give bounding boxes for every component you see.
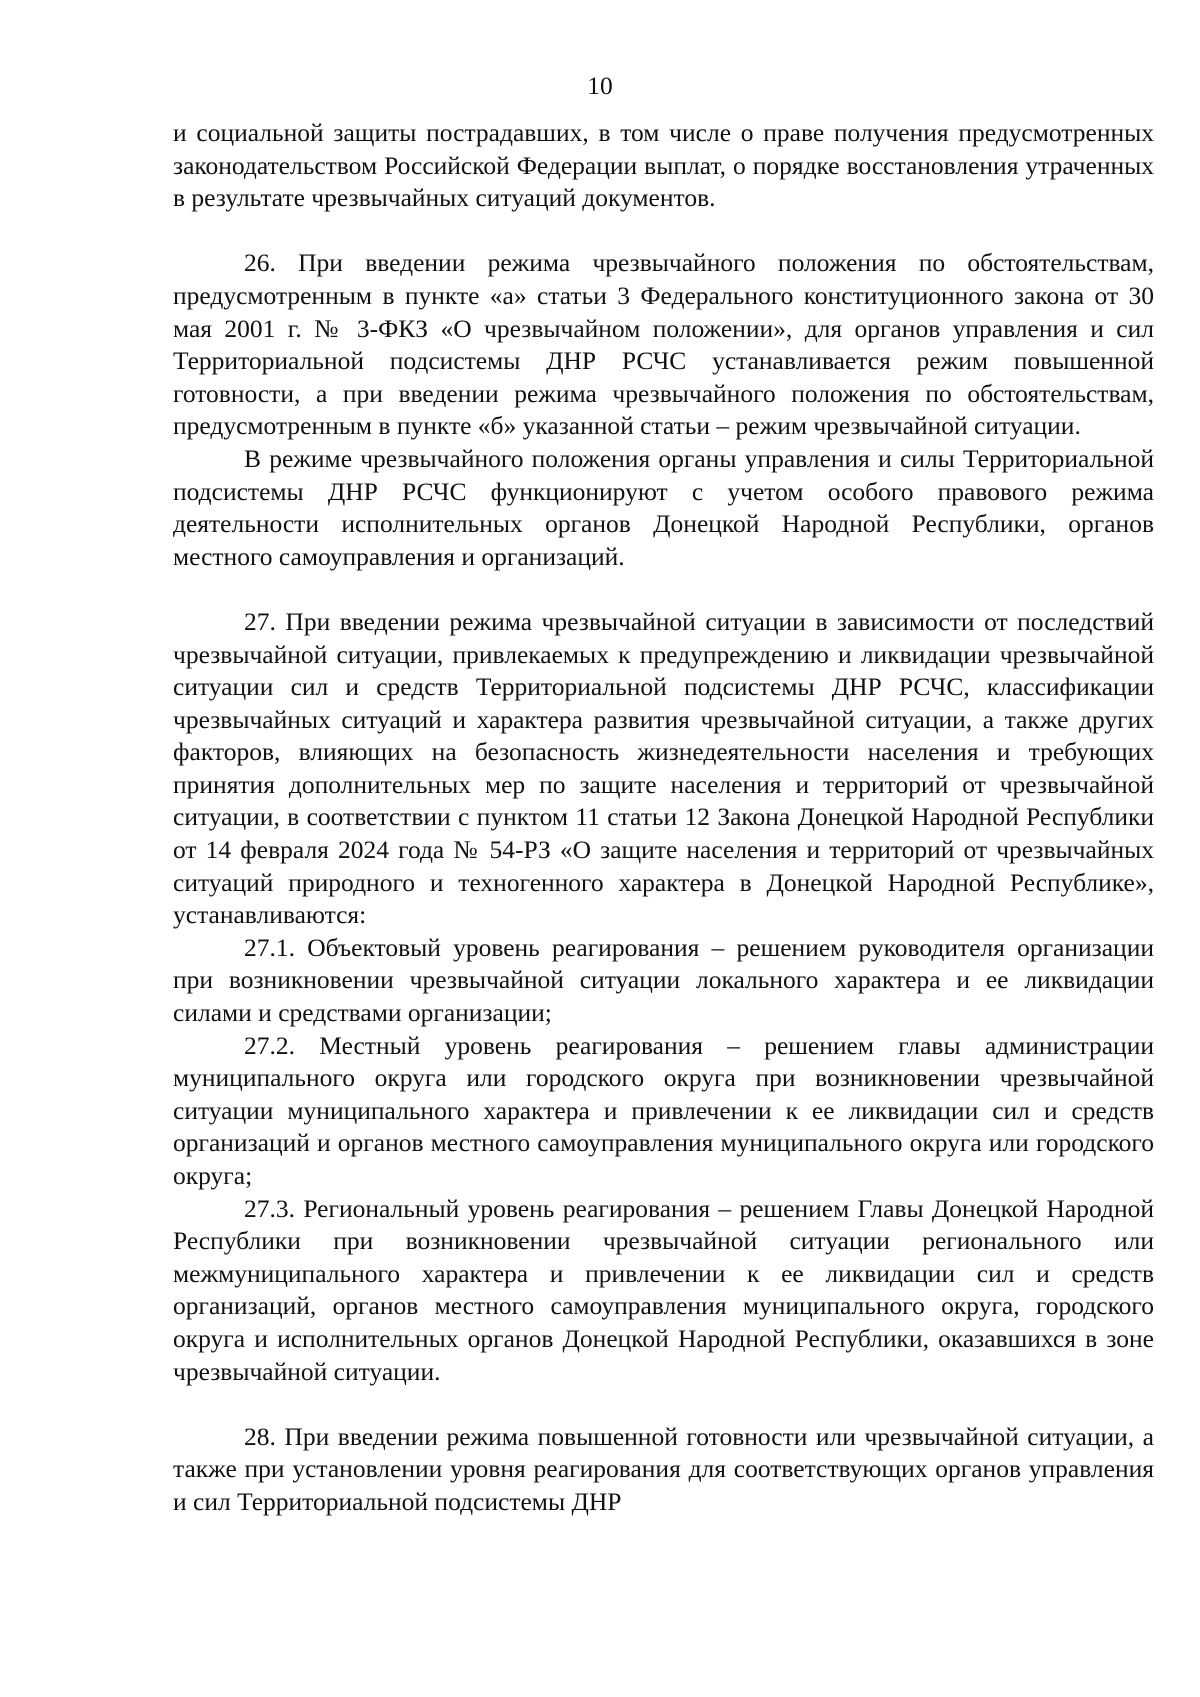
page-number: 10 [587, 71, 613, 100]
paragraph-27-2: 27.2. Местный уровень реагирования – решением главы администрации муниципального округа или городского округа при возникновении чрезвычайной ситуации муниципального характера и привлечении к ее ликвидации сил и средств организаций и органов местного самоуправления муниципального округа или городского округа; [173, 1030, 1154, 1190]
paragraph-27-3: 27.3. Региональный уровень реагирования – решением Главы Донецкой Народной Республики при возникновении чрезвычайной ситуации регионального или межмуниципального характера и привлечении к ее ликвидации сил и средств организаций, органов местного самоуправления муниципального округа, городского округа и исполнительных органов Донецкой Народной Республики, оказавшихся в зоне чрезвычайной ситуации. [173, 1193, 1154, 1386]
paragraph-28: 28. При введении режима повышенной готовности или чрезвычайной ситуации, а также при установлении уровня реагирования для соответствующих органов управления и сил Территориальной подсистемы ДНР [173, 1421, 1154, 1516]
paragraph-26-emergency-regime: В режиме чрезвычайного положения органы управления и силы Территориальной подсистемы ДНР РСЧС функционируют с учетом особого правового режима деятельности исполнительных органов Донецкой Народной Республики, органов местного самоуправления и организаций. [173, 443, 1154, 571]
paragraph-26: 26. При введении режима чрезвычайного положения по обстоятельствам, предусмотренным в пункте «а» статьи 3 Федерального конституционного закона от 30 мая 2001 г. № 3-ФКЗ «О чрезвычайном положении», для органов управления и сил Территориальной подсистемы ДНР РСЧС устанавливается режим повышенной готовности, а при введении режима чрезвычайного положения по обстоятельствам, предусмотренным в пункте «б» указанной статьи – режим чрезвычайной ситуации. [173, 248, 1154, 441]
paragraph-27-1: 27.1. Объектовый уровень реагирования – решением руководителя организации при возникновении чрезвычайной ситуации локального характера и ее ликвидации силами и средствами организации; [173, 932, 1154, 1028]
paragraph-continuation: и социальной защиты пострадавших, в том числе о праве получения предусмотренных законодательством Российской Федерации выплат, о порядке восстановления утраченных в результате чрезвычайных ситуаций документов. [173, 118, 1154, 213]
paragraph-27: 27. При введении режима чрезвычайной ситуации в зависимости от последствий чрезвычайной ситуации, привлекаемых к предупреждению и ликвидации чрезвычайной ситуации сил и средств Территориальной подсистемы ДНР РСЧС, классификации чрезвычайных ситуаций и характера развития чрезвычайной ситуации, а также других факторов, влияющих на безопасность жизнедеятельности населения и требующих принятия дополнительных мер по защите населения и территорий от чрезвычайной ситуации, в соответствии с пунктом 11 статьи 12 Закона Донецкой Народной Республики от 14 февраля 2024 года № 54-РЗ «О защите населения и территорий от чрезвычайных ситуаций природного и техногенного характера в Донецкой Народной Республике», устанавливаются: [173, 606, 1154, 930]
document-body [173, 117, 1154, 1519]
